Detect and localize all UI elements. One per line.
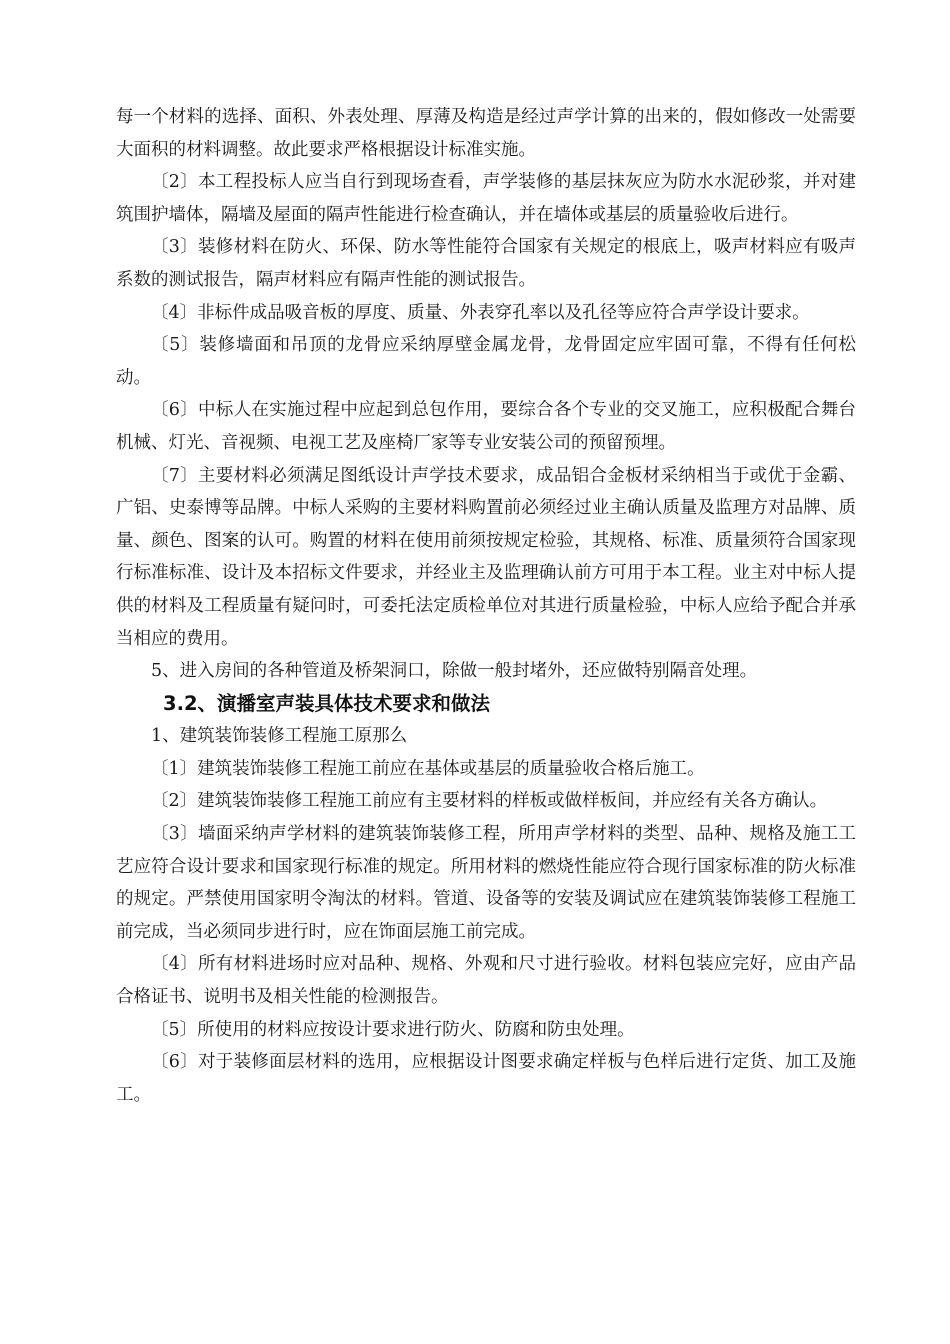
paragraph-principle-6: 〔6〕对于装修面层材料的选用，应根据设计图要求确定样板与色样后进行定货、加工及施工。: [116, 1052, 856, 1105]
paragraph-section-5: 5、进入房间的各种管道及桥架洞口，除做一般封堵外，还应做特别隔音处理。: [151, 661, 758, 682]
paragraph-item-7: 〔7〕主要材料必须满足图纸设计声学技术要求，成品铝合金板材采纳相当于或优于金霸、广铝、史泰博等品牌。中标人采购的主要材料购置前必须经过业主确认质量及监理方对品牌、质量、颜色、图案的认可。购置的材料在使用前须按规定检验，其规格、标准、质量须符合国家现行标准标准、设计及本招标文件要求，并经业主及监理确认前方可用于本工程。业主对中标人提供的材料及工程质量有疑问时，可委托法定质检单位对其进行质量检验，中标人应给予配合并承当相应的费用。: [116, 465, 856, 649]
paragraph-continuation: 每一个材料的选择、面积、外表处理、厚薄及构造是经过声学计算的出来的，假如修改一处需要大面积的材料调整。故此要求严格根据设计标准实施。: [116, 107, 856, 160]
paragraph-item-3: 〔3〕装修材料在防火、环保、防水等性能符合国家有关规定的根底上，吸声材料应有吸声系数的测试报告，隔声材料应有隔声性能的测试报告。: [116, 237, 856, 290]
section-heading: 3.2、演播室声装具体技术要求和做法: [163, 691, 491, 715]
paragraph-principle-3: 〔3〕墙面采纳声学材料的建筑装饰装修工程，所用声学材料的类型、品种、规格及施工工艺应符合设计要求和国家现行标准的规定。所用材料的燃烧性能应符合现行国家标准的防火标准的规定。严禁使用国家明令淘汰的材料。管道、设备等的安装及调试应在建筑装饰装修工程施工前完成，当必须同步进行时，应在饰面层施工前完成。: [116, 824, 856, 942]
paragraph-item-4: 〔4〕非标件成品吸音板的厚度、质量、外表穿孔率以及孔径等应符合声学设计要求。: [151, 302, 810, 323]
paragraph-principle-2: 〔2〕建筑装饰装修工程施工前应有主要材料的样板或做样板间，并应经有关各方确认。: [151, 791, 828, 812]
paragraph-subsection-1: 1、建筑装饰装修工程施工原那么: [151, 726, 408, 747]
paragraph-item-6: 〔6〕中标人在实施过程中应起到总包作用，要综合各个专业的交叉施工，应积极配合舞台机械、灯光、音视频、电视工艺及座椅厂家等专业安装公司的预留预埋。: [116, 400, 856, 453]
document-body: [116, 101, 856, 1111]
paragraph-principle-5: 〔5〕所使用的材料应按设计要求进行防火、防腐和防虫处理。: [151, 1019, 635, 1040]
paragraph-principle-4: 〔4〕所有材料进场时应对品种、规格、外观和尺寸进行验收。材料包装应完好，应由产品合格证书、说明书及相关性能的检测报告。: [116, 954, 856, 1008]
paragraph-item-5: 〔5〕装修墙面和吊顶的龙骨应采纳厚壁金属龙骨，龙骨固定应牢固可靠，不得有任何松动。: [116, 335, 856, 388]
paragraph-principle-1: 〔1〕建筑装饰装修工程施工前应在基体或基层的质量验收合格后施工。: [151, 758, 705, 779]
paragraph-item-2: 〔2〕本工程投标人应当自行到现场查看，声学装修的基层抹灰应为防水水泥砂浆，并对建筑围护墙体，隔墙及屋面的隔声性能进行检查确认，并在墙体或基层的质量验收后进行。: [116, 172, 856, 225]
